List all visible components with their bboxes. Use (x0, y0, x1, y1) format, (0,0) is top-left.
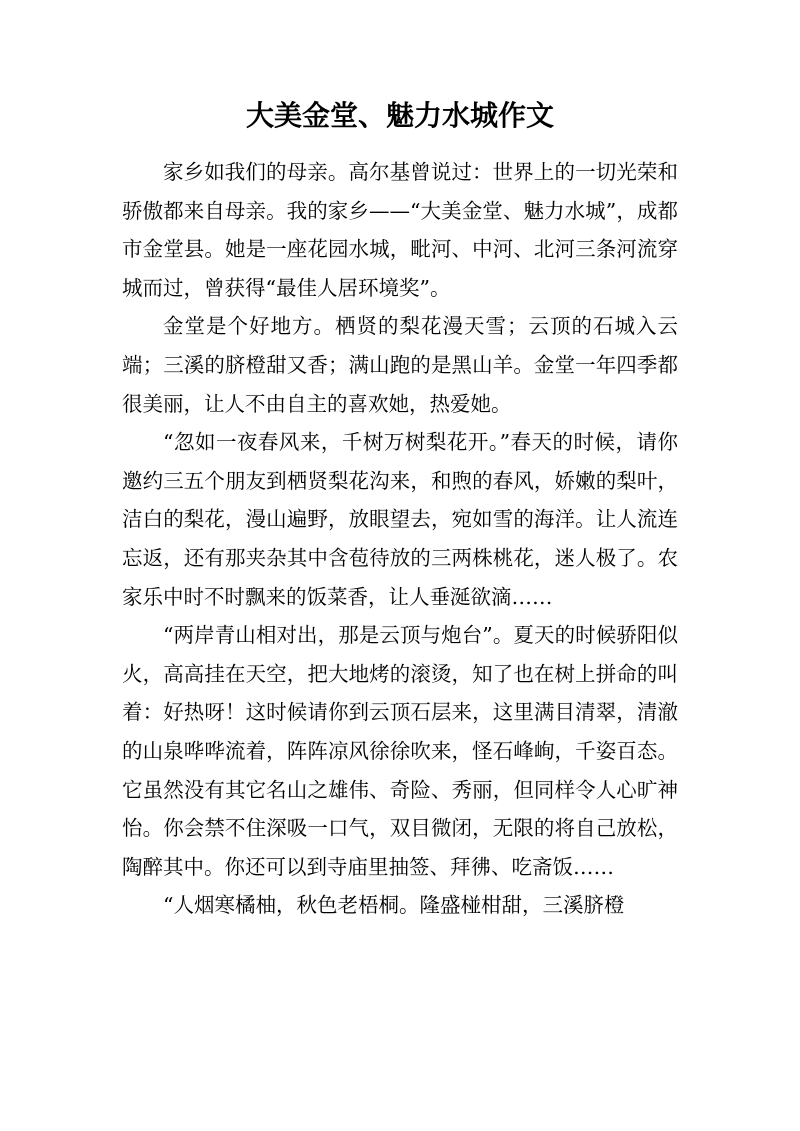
paragraph-good-place: 金堂是个好地方。栖贤的梨花漫天雪；云顶的石城入云端；三溪的脐橙甜又香；满山跑的是黑山羊。金堂一年四季都很美丽，让人不由自主的喜欢她，热爱她。 (122, 314, 678, 416)
paragraph-autumn: “人烟寒橘柚，秋色老梧桐。隆盛椪柑甜，三溪脐橙 (163, 893, 625, 918)
paragraph-summer: “两岸青山相对出，那是云顶与炮台”。夏天的时候骄阳似火，高高挂在天空，把大地烤的滚烫，知了也在树上拼命的叫着：好热呀！这时候请你到云顶石层来，这里满目清翠，清澈的山泉哗哗流着，阵阵凉风徐徐吹来，怪石峰峋，千姿百态。它虽然没有其它名山之雄伟、奇险、秀丽，但同样令人心旷神怡。你会禁不住深吸一口气，双目微闭，无限的将自己放松，陶醉其中。你还可以到寺庙里抽签、拜彿、吃斋饭…… (122, 623, 678, 879)
paragraph-intro: 家乡如我们的母亲。高尔基曾说过：世界上的一切光荣和骄傲都来自母亲。我的家乡——“大美金堂、魅力水城”，成都市金堂县。她是一座花园水城，毗河、中河、北河三条河流穿城而过，曾获得“最佳人居环境奖”。 (122, 160, 678, 300)
document-title: 大美金堂、魅力水城作文 (245, 99, 554, 132)
document-body (122, 153, 678, 925)
paragraph-spring: “忽如一夜春风来，千树万树梨花开。”春天的时候，请你邀约三五个朋友到栖贤梨花沟来，和煦的春风，娇嫩的梨叶，洁白的梨花，漫山遍野，放眼望去，宛如雪的海洋。让人流连忘返，还有那夹杂其中含苞待放的三两株桃花，迷人极了。农家乐中时不时飘来的饭菜香，让人垂涎欲滴…… (122, 430, 678, 609)
